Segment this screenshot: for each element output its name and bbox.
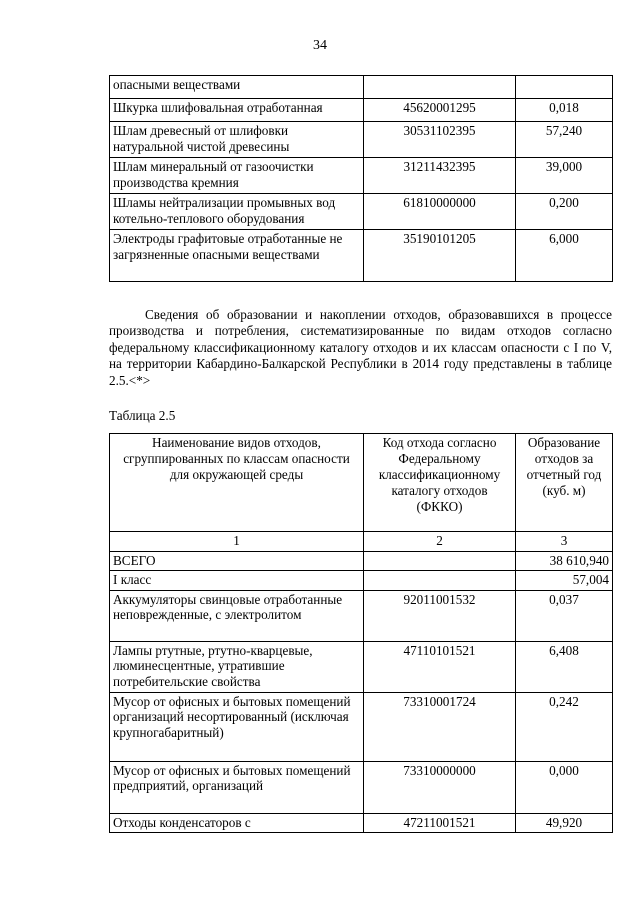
page-number: 34 bbox=[313, 38, 327, 53]
waste-amount-cell: 0,018 bbox=[516, 99, 613, 122]
table-row bbox=[110, 551, 613, 571]
header-waste-name: Наименование видов отходов, сгруппированных по классам опасности для окружающей среды bbox=[110, 434, 364, 532]
waste-amount-cell: 6,000 bbox=[516, 230, 613, 282]
column-number: 3 bbox=[516, 532, 613, 552]
waste-amount-cell: 0,200 bbox=[516, 194, 613, 230]
waste-amount-cell: 38 610,940 bbox=[516, 551, 613, 571]
table-row bbox=[110, 571, 613, 591]
waste-amount-cell: 6,408 bbox=[516, 641, 613, 692]
waste-code-cell: 73310001724 bbox=[364, 692, 516, 761]
waste-amount-cell: 0,000 bbox=[516, 761, 613, 813]
waste-table bbox=[109, 433, 613, 833]
waste-amount-cell: 39,000 bbox=[516, 158, 613, 194]
waste-name-cell: Лампы ртутные, ртутно-кварцевые, люминесцентные, утратившие потребительские свойства bbox=[110, 641, 364, 692]
header-waste-code: Код отхода согласно Федеральному классификационному каталогу отходов (ФККО) bbox=[364, 434, 516, 532]
waste-name-cell: I класс bbox=[110, 571, 364, 591]
table-row bbox=[110, 590, 613, 641]
table-row bbox=[110, 813, 613, 833]
table-row bbox=[110, 99, 613, 122]
waste-amount-cell: 57,004 bbox=[516, 571, 613, 591]
waste-code-cell bbox=[364, 571, 516, 591]
waste-code-cell: 92011001532 bbox=[364, 590, 516, 641]
waste-name-cell: Шкурка шлифовальная отработанная bbox=[110, 99, 364, 122]
waste-code-cell: 35190101205 bbox=[364, 230, 516, 282]
table-row bbox=[110, 641, 613, 692]
waste-amount-cell: 0,242 bbox=[516, 692, 613, 761]
waste-code-cell bbox=[364, 551, 516, 571]
waste-amount-cell: 49,920 bbox=[516, 813, 613, 833]
waste-name-cell: Шлам древесный от шлифовки натуральной чистой древесины bbox=[110, 122, 364, 158]
waste-name-cell: Шлам минеральный от газоочистки производства кремния bbox=[110, 158, 364, 194]
table-row bbox=[110, 76, 613, 99]
table-header-row bbox=[110, 434, 613, 532]
waste-code-cell: 31211432395 bbox=[364, 158, 516, 194]
waste-code-cell bbox=[364, 76, 516, 99]
table-row bbox=[110, 194, 613, 230]
waste-amount-cell: 0,037 bbox=[516, 590, 613, 641]
header-waste-amount: Образование отходов за отчетный год (куб. м) bbox=[516, 434, 613, 532]
waste-name-cell: Электроды графитовые отработанные не загрязненные опасными веществами bbox=[110, 230, 364, 282]
continuation-table bbox=[109, 75, 613, 282]
waste-code-cell: 47211001521 bbox=[364, 813, 516, 833]
waste-name-cell: Аккумуляторы свинцовые отработанные неповрежденные, с электролитом bbox=[110, 590, 364, 641]
waste-code-cell: 47110101521 bbox=[364, 641, 516, 692]
waste-code-cell: 61810000000 bbox=[364, 194, 516, 230]
waste-name-cell: ВСЕГО bbox=[110, 551, 364, 571]
table-row bbox=[110, 122, 613, 158]
table-row bbox=[110, 761, 613, 813]
column-number: 1 bbox=[110, 532, 364, 552]
waste-name-cell: Шламы нейтрализации промывных вод котельно-теплового оборудования bbox=[110, 194, 364, 230]
waste-amount-cell bbox=[516, 76, 613, 99]
table-row bbox=[110, 692, 613, 761]
body-paragraph: Сведения об образовании и накоплении отходов, образовавшихся в процессе производства и потребления, систематизированные по видам отходов согласно федеральному классификационному каталогу отходов и их классам опасности с I по V, на территории Кабардино-Балкарской Республики в 2014 году представлены в таблице 2.5.<*> bbox=[109, 307, 612, 388]
waste-name-cell: Отходы конденсаторов с bbox=[110, 813, 364, 833]
waste-code-cell: 45620001295 bbox=[364, 99, 516, 122]
waste-name-cell: опасными веществами bbox=[110, 76, 364, 99]
waste-amount-cell: 57,240 bbox=[516, 122, 613, 158]
waste-name-cell: Мусор от офисных и бытовых помещений организаций несортированный (исключая крупногабаритный) bbox=[110, 692, 364, 761]
table-row bbox=[110, 230, 613, 282]
table-caption: Таблица 2.5 bbox=[109, 408, 176, 423]
column-number: 2 bbox=[364, 532, 516, 552]
waste-code-cell: 73310000000 bbox=[364, 761, 516, 813]
waste-code-cell: 30531102395 bbox=[364, 122, 516, 158]
waste-name-cell: Мусор от офисных и бытовых помещений предприятий, организаций bbox=[110, 761, 364, 813]
table-row bbox=[110, 158, 613, 194]
column-number-row bbox=[110, 532, 613, 552]
